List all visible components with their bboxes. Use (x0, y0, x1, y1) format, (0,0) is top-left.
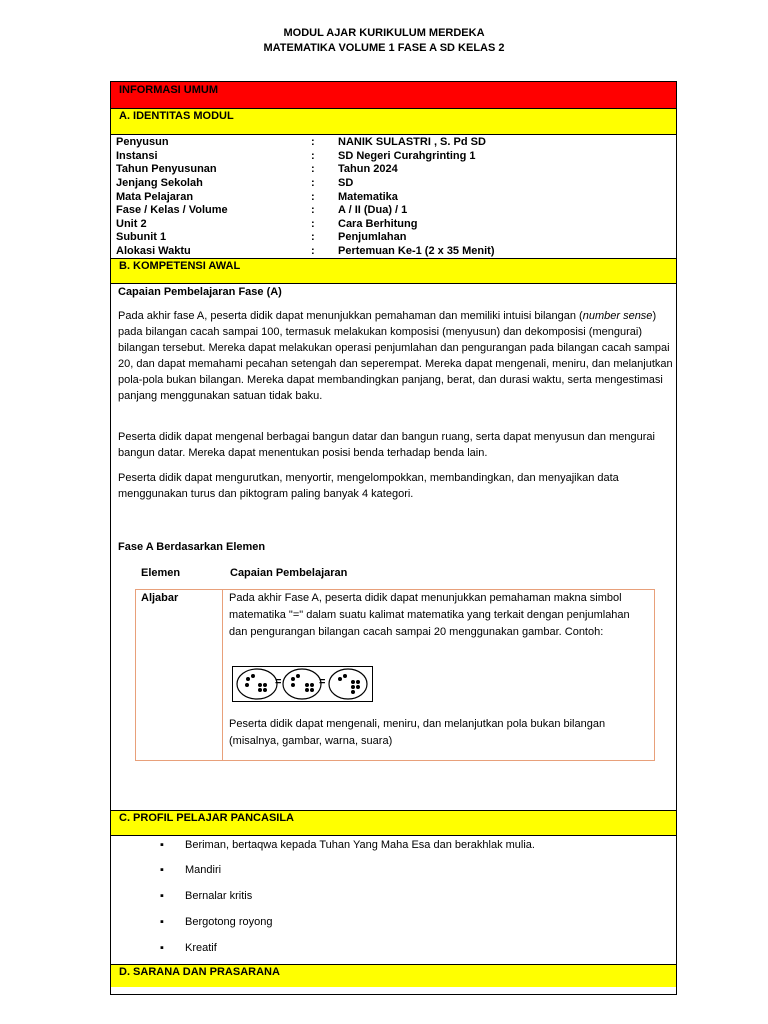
identity-value: Tahun 2024 (338, 163, 398, 175)
elemen-aljabar: Aljabar (141, 592, 179, 604)
equals-sign: = (319, 676, 326, 688)
section-sarana-prasarana: D. SARANA DAN PRASARANA (111, 965, 676, 987)
capaian-paragraph-3: Peserta didik dapat mengurutkan, menyortir, mengelompokkan, membandingkan, dan menyajikan data menggunakan turus dan piktogram paling banyak 4 kategori. (118, 472, 619, 500)
identity-value: Cara Berhitung (338, 218, 418, 230)
identity-label: Alokasi Waktu (116, 245, 191, 257)
identity-colon: : (311, 136, 315, 148)
identity-label: Penyusun (116, 136, 169, 148)
identity-label: Jenjang Sekolah (116, 177, 203, 189)
identity-colon: : (311, 163, 315, 175)
identity-label: Tahun Penyusunan (116, 163, 217, 175)
section-informasi-umum: INFORMASI UMUM (111, 82, 676, 109)
identity-label: Mata Pelajaran (116, 191, 194, 203)
bullet-icon: ▪ (160, 942, 164, 954)
pola-description: Peserta didik dapat mengenali, meniru, dan melanjutkan pola bukan bilangan (misalnya, gambar, warna, suara) (229, 718, 606, 747)
elemen-column-header: Elemen (141, 567, 181, 579)
dot-equation-illustration (232, 666, 373, 702)
bullet-icon: ▪ (160, 864, 164, 876)
identity-label: Instansi (116, 150, 158, 162)
section-kompetensi-awal: B. KOMPETENSI AWAL (111, 259, 676, 283)
identity-colon: : (311, 191, 315, 203)
section-profil-pelajar: C. PROFIL PELAJAR PANCASILA (111, 811, 676, 835)
capaian-heading: Capaian Pembelajaran Fase (A) (118, 286, 282, 298)
elemen-heading: Fase A Berdasarkan Elemen (118, 541, 266, 553)
capaian-column-header: Capaian Pembelajaran (230, 567, 348, 579)
profil-item: Bergotong royong (185, 916, 273, 928)
identity-colon: : (311, 204, 315, 216)
divider (111, 134, 676, 135)
profil-item: Beriman, bertaqwa kepada Tuhan Yang Maha Esa dan berakhlak mulia. (185, 839, 535, 851)
profil-item: Kreatif (185, 942, 217, 954)
identity-value: Matematika (338, 191, 398, 203)
bullet-icon: ▪ (160, 916, 164, 928)
elemen-table-divider (222, 589, 223, 761)
bullet-icon: ▪ (160, 890, 164, 902)
profil-item: Mandiri (185, 864, 222, 876)
identity-colon: : (311, 150, 315, 162)
identity-value: Pertemuan Ke-1 (2 x 35 Menit) (338, 245, 495, 257)
identity-value: Penjumlahan (338, 231, 407, 243)
identity-colon: : (311, 245, 315, 257)
divider (111, 835, 676, 836)
aljabar-description: Pada akhir Fase A, peserta didik dapat menunjukkan pemahaman makna simbol matematika "=" dalam suatu kalimat matematika yang terkait dengan penjumlahan dan pengurangan bilangan cacah sampai 20 menggunakan gambar. Contoh: (229, 592, 630, 638)
identity-colon: : (311, 231, 315, 243)
capaian-paragraph-1: Pada akhir fase A, peserta didik dapat menunjukkan pemahaman dan memiliki intuisi bilangan (number sense) pada bilangan cacah sampai 100, termasuk melakukan komposisi (menyusun) dan dekomposisi (mengurai) bilangan tersebut. Mereka dapat melakukan operasi penjumlahan dan pengurangan pada bilangan cacah sampai 20, dan dapat memahami pecahan setengah dan seperempat. Mereka dapat mengenali, meniru, dan melanjutkan pola-pola bukan bilangan. Mereka dapat membandingkan panjang, berat, dan durasi waktu, serta mengestimasi panjang menggunakan satuan tidak baku. (118, 310, 673, 402)
bullet-icon: ▪ (160, 839, 164, 851)
profil-item: Bernalar kritis (185, 890, 253, 902)
document-title-line1: MODUL AJAR KURIKULUM MERDEKA (283, 27, 485, 39)
identity-label: Unit 2 (116, 218, 147, 230)
identity-colon: : (311, 218, 315, 230)
identity-value: NANIK SULASTRI , S. Pd SD (338, 136, 486, 148)
identity-value: SD Negeri Curahgrinting 1 (338, 150, 476, 162)
identity-value: A / II (Dua) / 1 (338, 204, 408, 216)
identity-value: SD (338, 177, 354, 189)
identity-colon: : (311, 177, 315, 189)
capaian-paragraph-2: Peserta didik dapat mengenal berbagai bangun datar dan bangun ruang, serta dapat menyusun dan mengurai bangun datar. Mereka dapat menentukan posisi benda terhadap benda lain. (118, 431, 655, 459)
identity-label: Fase / Kelas / Volume (116, 204, 228, 216)
document-title-line2: MATEMATIKA VOLUME 1 FASE A SD KELAS 2 (263, 42, 505, 54)
section-identitas-modul: A. IDENTITAS MODUL (111, 109, 676, 134)
equals-sign: = (275, 676, 282, 688)
identity-label: Subunit 1 (116, 231, 167, 243)
